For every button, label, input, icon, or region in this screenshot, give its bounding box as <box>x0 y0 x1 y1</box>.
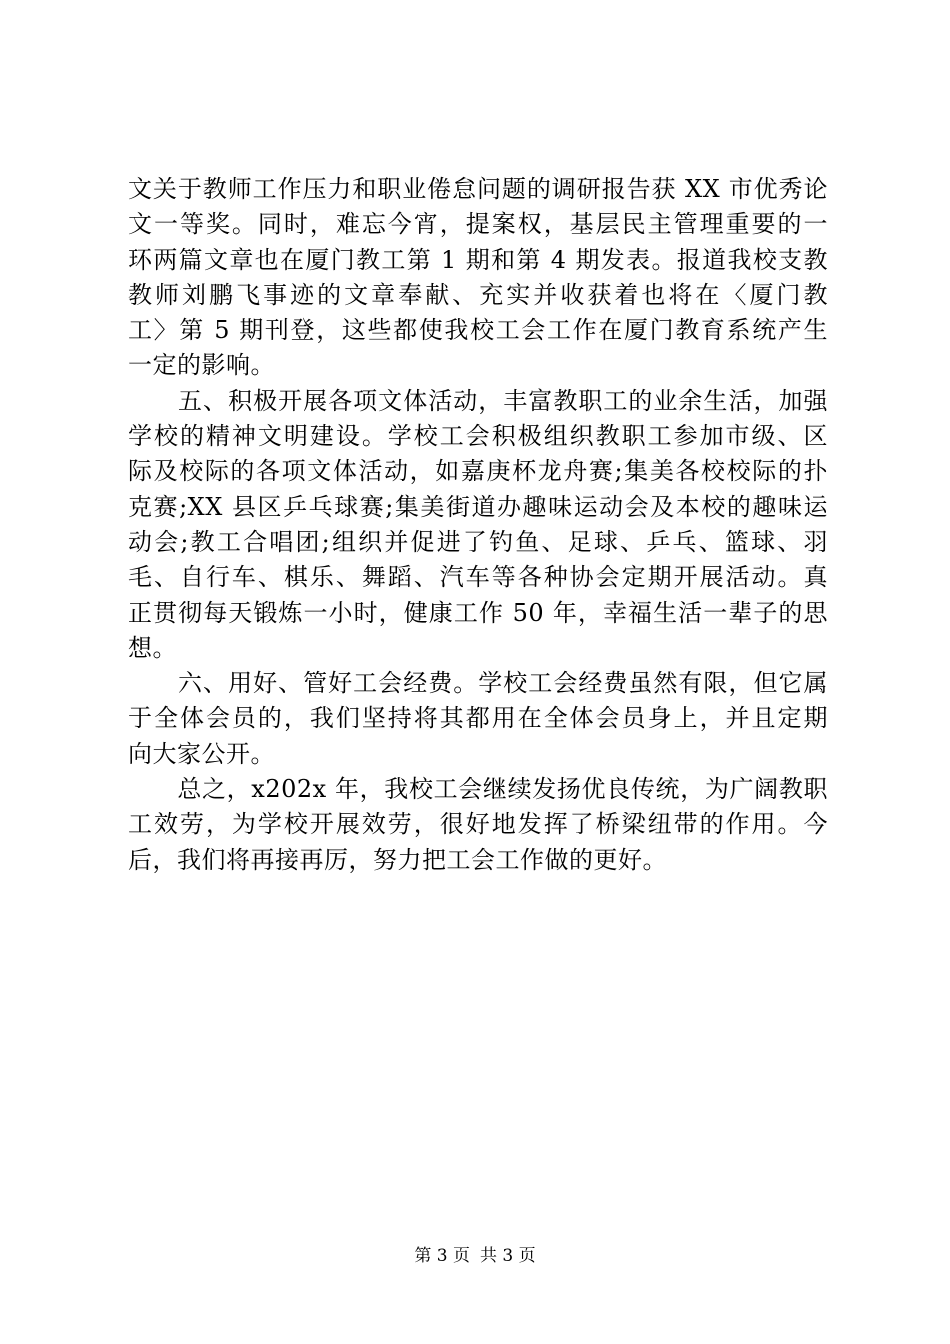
text-line: 文关于教师工作压力和职业倦怠问题的调研报告获 XX 市优秀论 <box>128 175 828 203</box>
page-total: 共 3 页 <box>480 1246 536 1266</box>
text-line: 文一等奖。同时，难忘今宵，提案权，基层民主管理重要的一 <box>128 210 828 239</box>
text-line: 向大家公开。 <box>128 739 275 768</box>
text-line: 后，我们将再接再厉，努力把工会工作做的更好。 <box>128 845 667 874</box>
text-line: 际及校际的各项文体活动，如嘉庚杯龙舟赛;集美各校校际的扑 <box>128 457 828 486</box>
text-line: 动会;教工合唱团;组织并促进了钓鱼、足球、乒乓、篮球、羽 <box>128 527 828 556</box>
text-line: 克赛;XX 县区乒乓球赛;集美街道办趣味运动会及本校的趣味运 <box>128 492 828 521</box>
body-text <box>128 172 828 878</box>
text-line: 工效劳，为学校开展效劳，很好地发挥了桥梁纽带的作用。今 <box>128 810 828 839</box>
text-line: 环两篇文章也在厦门教工第 1 期和第 4 期发表。报道我校支教 <box>128 245 828 274</box>
text-line: 学校的精神文明建设。学校工会积极组织教职工参加市级、区 <box>128 422 828 451</box>
text-line: 工〉第 5 期刊登，这些都使我校工会工作在厦门教育系统产生 <box>128 316 828 345</box>
text-line: 教师刘鹏飞事迹的文章奉献、充实并收获着也将在〈厦门教 <box>128 280 828 309</box>
text-line: 总之，x202x 年，我校工会继续发扬优良传统，为广阔教职 <box>128 775 828 804</box>
text-line: 六、用好、管好工会经费。学校工会经费虽然有限，但它属 <box>128 669 828 698</box>
text-line: 正贯彻每天锻炼一小时，健康工作 50 年，幸福生活一辈子的思 <box>128 598 828 627</box>
text-line: 一定的影响。 <box>128 351 275 380</box>
text-line: 毛、自行车、棋乐、舞蹈、汽车等各种协会定期开展活动。真 <box>128 563 828 592</box>
page-number: 第 3 页 <box>414 1246 470 1266</box>
text-line: 于全体会员的，我们坚持将其都用在全体会员身上，并且定期 <box>128 704 828 733</box>
text-line: 想。 <box>128 633 177 662</box>
page-footer <box>0 1244 950 1268</box>
text-line: 五、积极开展各项文体活动，丰富教职工的业余生活，加强 <box>128 386 828 415</box>
